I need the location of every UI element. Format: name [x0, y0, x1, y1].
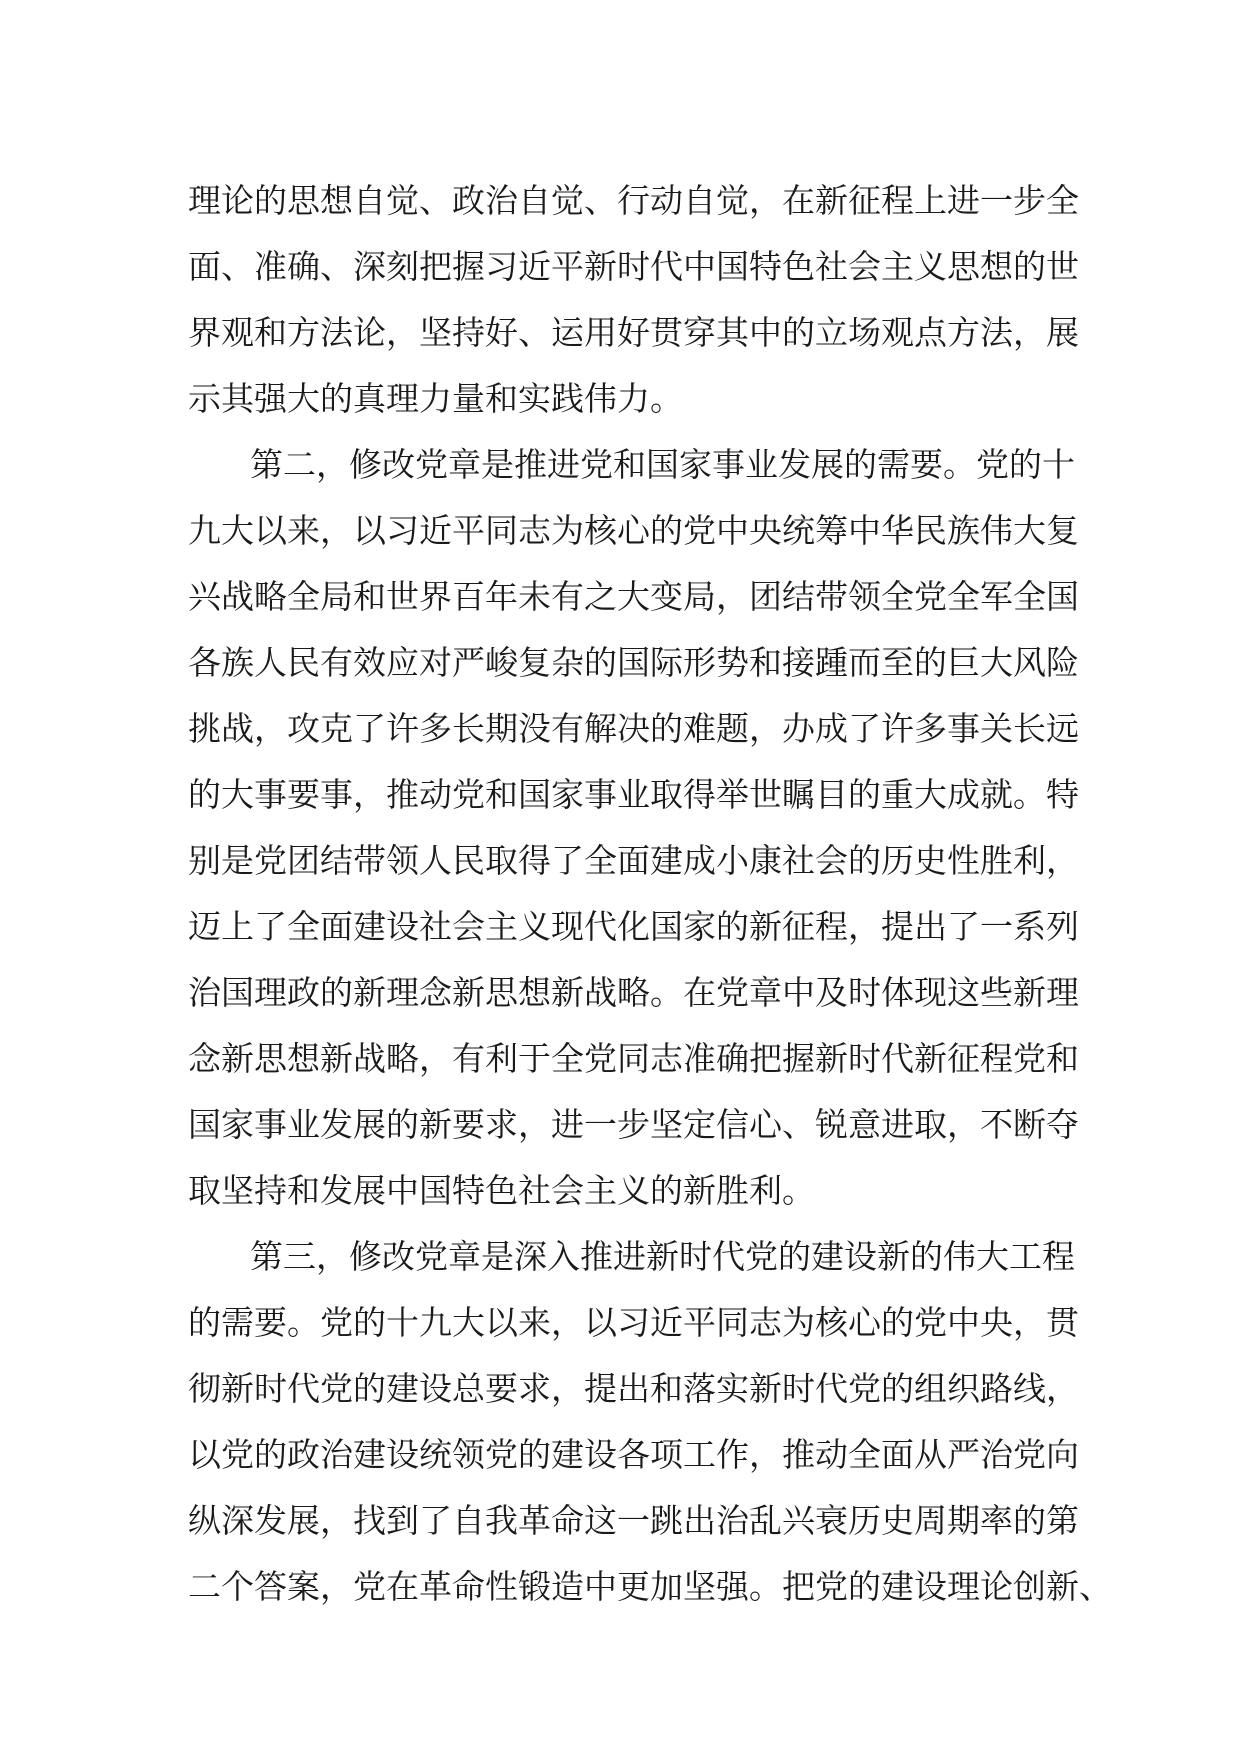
text-line: 示其强大的真理力量和实践伟力。 — [188, 379, 683, 418]
text-line: 纵深发展，找到了自我革命这一跳出治乱兴衰历史周期率的第 — [188, 1501, 1079, 1540]
text-line: 兴战略全局和世界百年未有之大变局，团结带领全党全军全国 — [188, 577, 1079, 616]
text-line: 各族人民有效应对严峻复杂的国际形势和接踵而至的巨大风险 — [188, 643, 1079, 682]
text-line: 别是党团结带领人民取得了全面建成小康社会的历史性胜利， — [188, 841, 1079, 880]
text-line: 彻新时代党的建设总要求，提出和落实新时代党的组织路线， — [188, 1369, 1079, 1408]
text-line: 理论的思想自觉、政治自觉、行动自觉，在新征程上进一步全 — [188, 181, 1079, 220]
text-line: 迈上了全面建设社会主义现代化国家的新征程，提出了一系列 — [188, 907, 1079, 946]
text-line: 的大事要事，推动党和国家事业取得举世瞩目的重大成就。特 — [188, 775, 1079, 814]
text-line: 取坚持和发展中国特色社会主义的新胜利。 — [188, 1171, 815, 1210]
paragraph-start-line: 第二，修改党章是推进党和国家事业发展的需要。党的十 — [250, 445, 1075, 484]
text-line: 以党的政治建设统领党的建设各项工作，推动全面从严治党向 — [188, 1435, 1079, 1474]
text-line: 念新思想新战略，有利于全党同志准确把握新时代新征程党和 — [188, 1039, 1079, 1078]
text-line: 界观和方法论，坚持好、运用好贯穿其中的立场观点方法，展 — [188, 313, 1079, 352]
text-line: 九大以来，以习近平同志为核心的党中央统筹中华民族伟大复 — [188, 511, 1079, 550]
paragraph-start-line: 第三，修改党章是深入推进新时代党的建设新的伟大工程 — [250, 1237, 1075, 1276]
text-line: 二个答案，党在革命性锻造中更加坚强。把党的建设理论创新、 — [188, 1567, 1112, 1606]
text-line: 挑战，攻克了许多长期没有解决的难题，办成了许多事关长远 — [188, 709, 1079, 748]
body-text — [188, 168, 1112, 1620]
text-line: 国家事业发展的新要求，进一步坚定信心、锐意进取，不断夺 — [188, 1105, 1079, 1144]
text-line: 治国理政的新理念新思想新战略。在党章中及时体现这些新理 — [188, 973, 1079, 1012]
text-line: 面、准确、深刻把握习近平新时代中国特色社会主义思想的世 — [188, 247, 1079, 286]
text-line: 的需要。党的十九大以来，以习近平同志为核心的党中央，贯 — [188, 1303, 1079, 1342]
